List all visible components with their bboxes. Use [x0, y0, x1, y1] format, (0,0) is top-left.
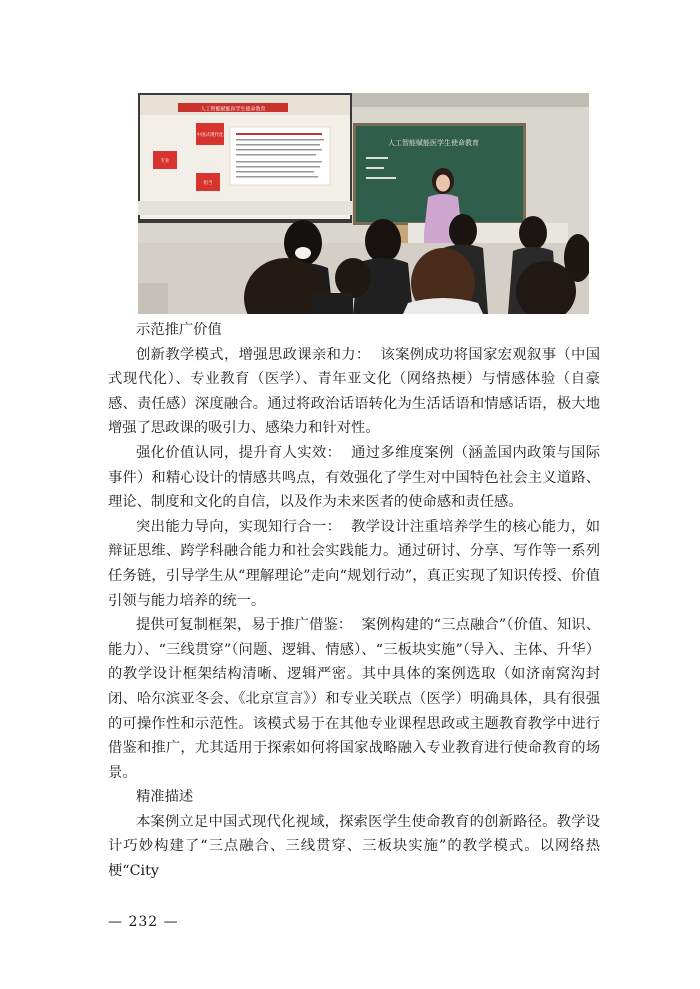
paragraph-description	[108, 810, 600, 884]
paragraph-lead: 突出能力导向，实现知行合一：	[136, 518, 342, 535]
slide-title: 人工智能赋能医学生使命教育	[200, 106, 266, 113]
paragraph-framework	[108, 613, 600, 785]
paragraph-body: 案例构建的“三点融合”（价值、知识、能力）、“三线贯穿”（问题、逻辑、情感）、“三板块实施”（导入、主体、升华）的教学设计框架结构清晰、逻辑严密。其中具体的案例选取（如济南窝沟封闭、哈尔滨亚冬会、《北京宣言》）和专业关联点（医学）明确具体，具有很强的可操作性和示范性。该模式易于在其他专业课程思政或主题教育教学中进行借鉴和推广，尤其适用于探索如何将国家战略融入专业教育进行使命教育的场景。	[108, 617, 601, 781]
student	[449, 214, 477, 248]
paragraph-lead: 提供可复制框架，易于推广借鉴：	[136, 617, 353, 634]
page-number: — 232 —	[108, 914, 179, 930]
article-body	[108, 318, 600, 884]
blackboard-text: 人工智能赋能医学生使命教育	[388, 139, 479, 147]
paragraph-innovation	[108, 343, 600, 441]
paragraph-body: 本案例立足中国式现代化视域，探索医学生使命教育的创新路径。教学设计巧妙构建了“三点融合、三线贯穿、三板块实施”的教学模式。以网络热梗“City	[108, 813, 600, 880]
student	[335, 258, 371, 298]
classroom-photo	[138, 93, 589, 314]
student	[519, 216, 547, 250]
slide-badge-1-text: 中国式现代化	[196, 133, 224, 138]
paragraph-lead: 强化价值认同，提升育人实效：	[136, 444, 342, 461]
section-heading-precise-description: 精准描述	[136, 789, 194, 806]
paragraph-lead: 创新教学模式，增强思政课亲和力：	[136, 346, 371, 363]
section-heading-promotion-value: 示范推广价值	[136, 322, 222, 338]
paragraph-body: 教学设计注重培养学生的核心能力，如辩证思维、跨学科融合能力和社会实践能力。通过研讨、分享、写作等一系列任务链，引导学生从“理解理论”走向“规划行动”，真正实现了知识传授、价值引领与能力培养的统一。	[108, 518, 601, 609]
student	[365, 219, 401, 263]
paragraph-value-identity	[108, 441, 600, 515]
paragraph-ability	[108, 515, 600, 613]
paragraph-body: 该案例成功将国家宏观叙事（中国式现代化）、专业教育（医学）、青年亚文化（网络热梗）与情感体验（自豪感、责任感）深度融合。通过将政治话语转化为生活话语和情感话语，极大地增强了思政课的吸引力、感染力和针对性。	[108, 346, 601, 437]
slide-badge-3-text: 担当	[203, 181, 213, 186]
paragraph-body: 通过多维度案例（涵盖国内政策与国际事件）和精心设计的情感共鸣点，有效强化了学生对中国特色社会主义道路、理论、制度和文化的自信，以及作为未来医者的使命感和责任感。	[108, 444, 601, 511]
slide-badge-2-text: 专业	[160, 159, 170, 164]
